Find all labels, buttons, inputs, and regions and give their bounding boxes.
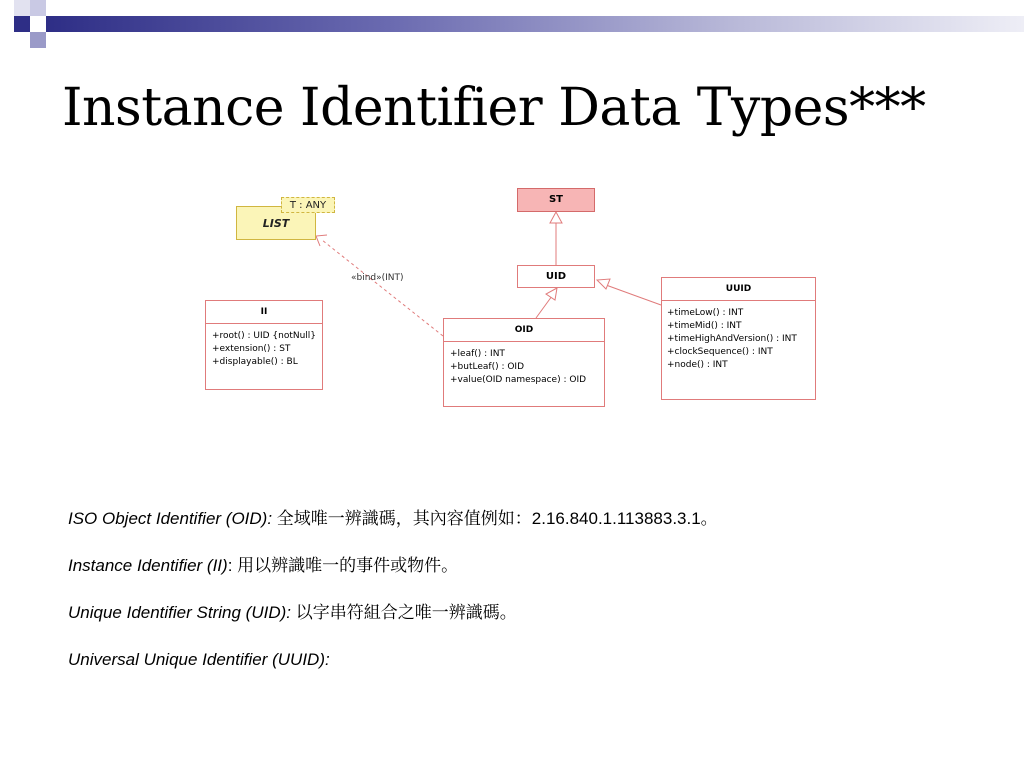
- oid-operation: +butLeaf() : OID: [450, 362, 525, 372]
- definition-oid: [68, 508, 998, 555]
- definition-ii: [68, 555, 998, 602]
- ii-operation: +displayable() : BL: [212, 357, 298, 367]
- uuid-operation: +timeHighAndVersion() : INT: [667, 334, 797, 344]
- list-class: LIST: [236, 206, 316, 240]
- slide-title: Instance Identifier Data Types***: [62, 78, 926, 138]
- uuid-to-uid-line: [606, 285, 661, 305]
- ii-class-operations: [206, 324, 322, 369]
- oid-class-name: OID: [444, 319, 604, 342]
- st-generalization-arrow: [550, 212, 562, 223]
- definition-uid: [68, 602, 998, 649]
- definition-text: : 用以辨識唯一的事件或物件。: [227, 556, 459, 575]
- definition-text: 以字串符組合之唯一辨識碼。: [290, 603, 517, 622]
- bind-label: «bind»(INT): [351, 273, 404, 283]
- bind-arrowhead: [316, 235, 327, 246]
- uuid-operation: +timeLow() : INT: [667, 308, 744, 318]
- uuid-operation: +clockSequence() : INT: [667, 347, 773, 357]
- definition-term: ISO Object Identifier (OID):: [68, 509, 273, 528]
- bind-line: [322, 240, 443, 336]
- definition-uuid: [68, 649, 998, 696]
- ii-class-name: II: [206, 301, 322, 324]
- uuid-class-name: UUID: [662, 278, 815, 301]
- uuid-operation: +timeMid() : INT: [667, 321, 742, 331]
- definition-term: Instance Identifier (II): [68, 556, 228, 575]
- oid-to-uid-line: [536, 296, 552, 318]
- st-class: ST: [517, 188, 595, 212]
- definitions-list: [68, 508, 998, 696]
- uid-generalization-arrow-oid: [546, 288, 557, 300]
- uuid-operation: +node() : INT: [667, 360, 728, 370]
- uid-class: UID: [517, 265, 595, 288]
- oid-class: [443, 318, 605, 407]
- uid-generalization-arrow-uuid: [597, 279, 610, 289]
- definition-term: Universal Unique Identifier (UUID):: [68, 650, 330, 669]
- ii-class: [205, 300, 323, 390]
- oid-operation: +leaf() : INT: [450, 349, 505, 359]
- uuid-class-operations: [662, 301, 815, 372]
- uuid-class: [661, 277, 816, 400]
- ii-operation: +extension() : ST: [212, 344, 291, 354]
- definition-text: 全域唯一辨識碼，其內容值例如：2.16.840.1.113883.3.1。: [272, 509, 718, 528]
- list-template-param: T : ANY: [281, 197, 335, 213]
- oid-class-operations: [444, 342, 604, 387]
- oid-operation: +value(OID namespace) : OID: [450, 375, 587, 385]
- definition-term: Unique Identifier String (UID):: [68, 603, 291, 622]
- ii-operation: +root() : UID {notNull}: [212, 331, 317, 341]
